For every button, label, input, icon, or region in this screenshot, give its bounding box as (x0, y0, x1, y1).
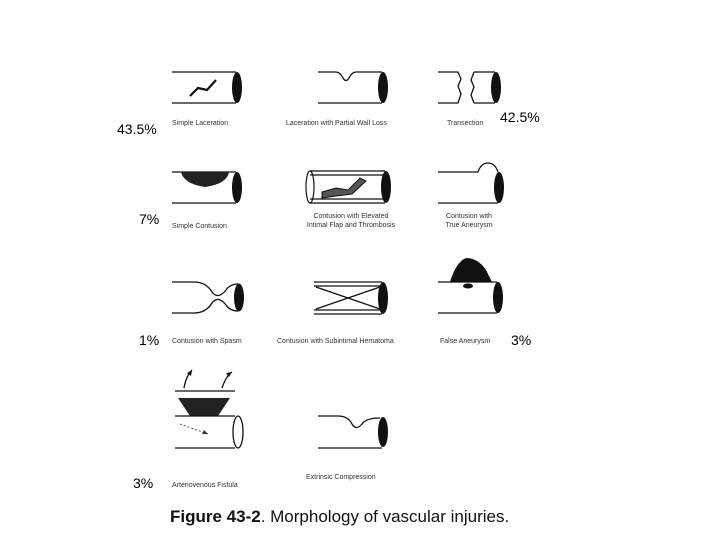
caption-partial-wall-loss: Laceration with Partial Wall Loss (286, 120, 387, 127)
caption-extrinsic-compression: Extrinsic Compression (306, 474, 376, 481)
pct-simple-contusion: 7% (139, 211, 160, 227)
caption-true-aneurysm (434, 212, 504, 230)
caption-true-aneurysm-line2: True Aneurysm (445, 222, 493, 229)
figure-caption (170, 507, 509, 527)
pct-av-fistula: 3% (133, 475, 154, 491)
caption-subintimal-hematoma: Contusion with Subintimal Hematoma (277, 338, 394, 345)
caption-transection: Transection (447, 120, 484, 127)
pct-contusion-spasm: 1% (139, 332, 160, 348)
pct-false-aneurysm: 3% (511, 332, 532, 348)
caption-intimal-flap (296, 212, 406, 230)
caption-simple-laceration: Simple Laceration (172, 120, 229, 127)
transection-diagram (438, 72, 501, 103)
caption-false-aneurysm: False Aneurysm (440, 338, 491, 345)
arteriovenous-fistula-diagram (175, 370, 243, 448)
caption-true-aneurysm-line1: Contusion with (446, 213, 492, 220)
subintimal-hematoma-diagram (314, 282, 388, 314)
pct-simple-laceration: 43.5% (117, 121, 157, 137)
simple-laceration-diagram (172, 72, 242, 103)
caption-contusion-spasm: Contusion with Spasm (172, 338, 242, 345)
false-aneurysm-diagram (438, 258, 503, 313)
caption-intimal-flap-line2: Intimal Flap and Thrombosis (306, 222, 396, 229)
caption-simple-contusion: Simple Contusion (172, 223, 227, 230)
figure-label: Figure 43-2 (170, 507, 261, 526)
extrinsic-compression-diagram (318, 416, 388, 448)
caption-intimal-flap-line1: Contusion with Elevated (313, 213, 389, 220)
pct-transection: 42.5% (500, 109, 540, 125)
true-aneurysm-diagram (438, 163, 504, 203)
figure-title: . Morphology of vascular injuries. (260, 507, 510, 526)
intimal-flap-thrombosis-diagram (306, 171, 391, 203)
simple-contusion-diagram (172, 172, 242, 203)
caption-av-fistula: Arteriovenous Fistula (172, 482, 238, 489)
contusion-spasm-diagram (172, 282, 244, 313)
partial-wall-loss-diagram (318, 72, 388, 103)
